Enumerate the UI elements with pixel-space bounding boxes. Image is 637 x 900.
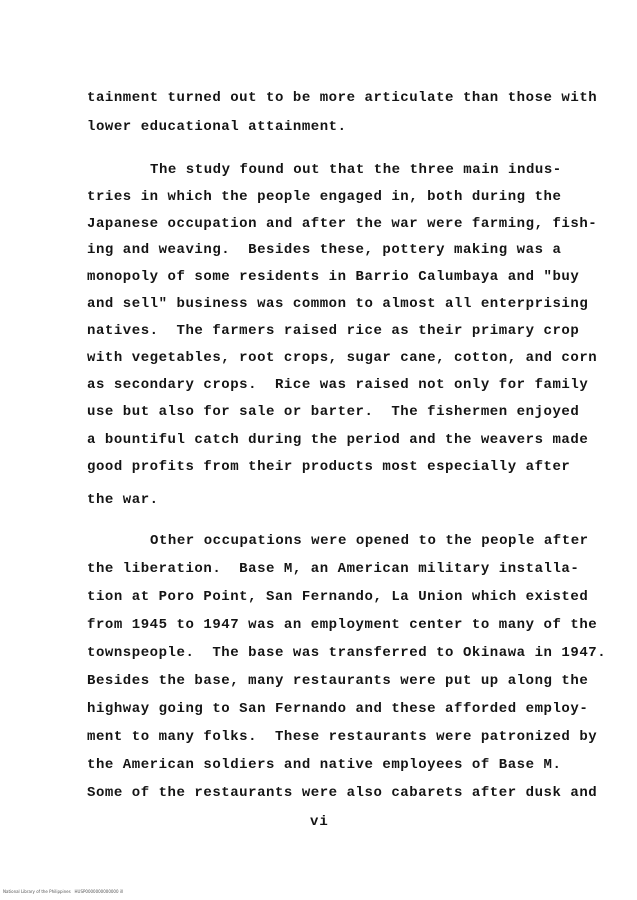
text-line: and sell" business was common to almost all enterprising [87,296,589,312]
text-line: monopoly of some residents in Barrio Calumbaya and "buy [87,269,580,285]
text-line: lower educational attainment. [87,119,347,135]
text-line: a bountiful catch during the period and the weavers made [87,432,589,448]
text-line: townspeople. The base was transferred to Okinawa in 1947. [87,645,607,661]
text-line: as secondary crops. Rice was raised not only for family [87,377,589,393]
text-line: ing and weaving. Besides these, pottery making was a [87,242,562,258]
paragraph-start-line: The study found out that the three main indus- [150,162,562,178]
text-line: natives. The farmers raised rice as their primary crop [87,323,580,339]
text-line: use but also for sale or barter. The fishermen enjoyed [87,404,580,420]
text-line: tion at Poro Point, San Fernando, La Union which existed [87,589,589,605]
scan-footer: National Library of the Philippines HUSP0000000000000 ill [3,889,124,894]
text-line: the American soldiers and native employees of Base M. [87,757,562,773]
text-line: the liberation. Base M, an American military installa- [87,561,580,577]
text-line: Some of the restaurants were also cabarets after dusk and [87,785,598,801]
text-line: tainment turned out to be more articulate than those with [87,90,598,106]
text-line: Besides the base, many restaurants were put up along the [87,673,589,689]
paragraph-start-line: Other occupations were opened to the people after [150,533,589,549]
text-line: Japanese occupation and after the war were farming, fish- [87,216,598,232]
text-line: highway going to San Fernando and these afforded employ- [87,701,589,717]
text-line: from 1945 to 1947 was an employment center to many of the [87,617,598,633]
text-line: the war. [87,492,159,508]
page-number: vi [310,814,329,830]
text-line: tries in which the people engaged in, both during the [87,189,562,205]
text-line: with vegetables, root crops, sugar cane, cotton, and corn [87,350,598,366]
text-line: good profits from their products most especially after [87,459,571,475]
text-line: ment to many folks. These restaurants were patronized by [87,729,598,745]
